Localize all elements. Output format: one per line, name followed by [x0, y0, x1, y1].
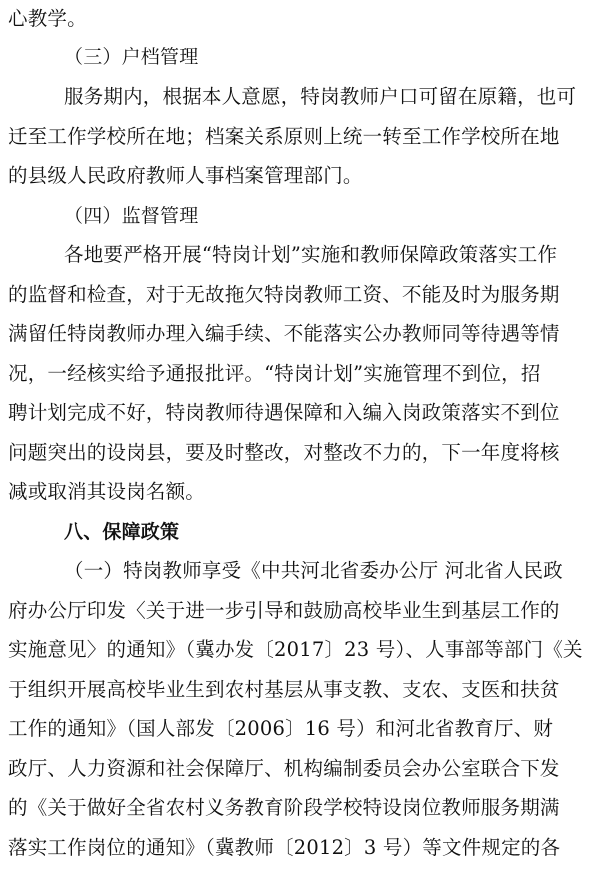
- text-line: 心教学。: [8, 7, 87, 30]
- text-line: 满留任特岗教师办理入编手续、不能落实公办教师同等待遇等情: [8, 322, 560, 345]
- chapter-heading: 八、保障政策: [64, 521, 180, 543]
- text-line: 工作的通知》（国人部发〔2006〕16 号）和河北省教育厅、财: [8, 717, 554, 740]
- text-line: 的县级人民政府教师人事档案管理部门。: [8, 164, 363, 187]
- text-line: 于组织开展高校毕业生到农村基层从事支教、支农、支医和扶贫: [8, 678, 560, 701]
- text-line: 况，一经核实给予通报批评。“特岗计划”实施管理不到位，招: [8, 362, 541, 385]
- text-line: 聘计划完成不好，特岗教师待遇保障和入编入岗政策落实不到位: [8, 401, 560, 424]
- text-line: 减或取消其设岗名额。: [8, 480, 206, 503]
- text-line: 落实工作岗位的通知》（冀教师〔2012〕3 号）等文件规定的各: [8, 836, 561, 859]
- text-line: 的《关于做好全省农村义务教育阶段学校特设岗位教师服务期满: [8, 796, 560, 819]
- text-line: 的监督和检查，对于无故拖欠特岗教师工资、不能及时为服务期: [8, 283, 560, 306]
- text-line: 政厅、人力资源和社会保障厅、机构编制委员会办公室联合下发: [8, 757, 560, 780]
- text-line: 问题突出的设岗县，要及时整改，对整改不力的，下一年度将核: [8, 441, 560, 464]
- text-line: 服务期内，根据本人意愿，特岗教师户口可留在原籍，也可: [64, 85, 577, 108]
- text-line: 府办公厅印发〈关于进一步引导和鼓励高校毕业生到基层工作的: [8, 599, 560, 622]
- text-line: 迁至工作学校所在地；档案关系原则上统一转至工作学校所在地: [8, 125, 560, 148]
- section-heading: （三）户档管理: [64, 46, 199, 68]
- text-line: （一）特岗教师享受《中共河北省委办公厅 河北省人民政: [64, 559, 563, 582]
- section-heading: （四）监督管理: [64, 205, 199, 227]
- text-line: 各地要严格开展“特岗计划”实施和教师保障政策落实工作: [64, 243, 558, 266]
- text-line: 实施意见〉的通知》（冀办发〔2017〕23 号）、人事部等部门《关: [8, 638, 583, 661]
